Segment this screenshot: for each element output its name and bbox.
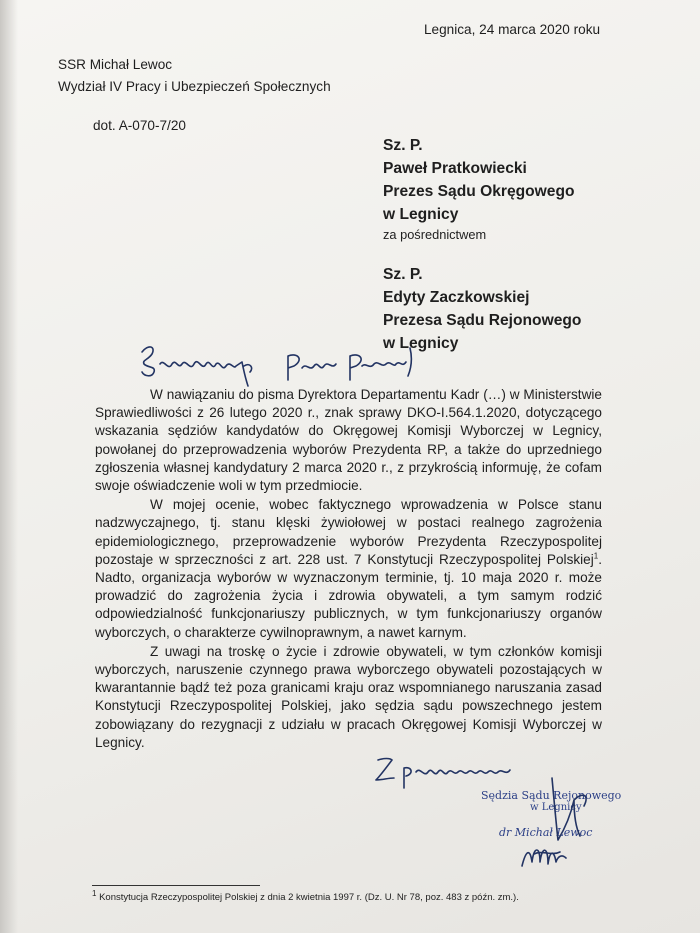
recipient-line: Prezes Sądu Okręgowego (383, 183, 575, 200)
footnote-text: Konstytucja Rzeczypospolitej Polskiej z dnia 2 kwietnia 1997 r. (Dz. U. Nr 78, poz. 483 z późn. zm.). (96, 892, 519, 903)
body-text: . Nadto, organizacja wyborów w wyznaczonym terminie, tj. 10 maja 2020 r. może prowadzić do zagrożenia życia i zdrowia obywateli, a tym samym rodzić odpowiedzialność funkcjonariuszy publicznych, w tym funkcjonariuszy organów wyborczych, o charakterze cywilnoprawnym, a nawet karnym. (95, 551, 602, 640)
intermediary-line: Sz. P. (383, 266, 423, 283)
recipient-address (383, 134, 575, 226)
footnote (92, 888, 519, 903)
stamp-line: Sędzia Sądu Rejonowego (481, 789, 622, 802)
body-paragraph: Z uwagi na troskę o życie i zdrowie obywateli, w tym członków komisji wyborczych, naruszenie czynnego prawa wyborczego obywateli pozostających w kwarantannie bądź też poza granicami kraju oraz wspomnianego naruszania zasad Konstytucji Rzeczypospolitej Polskiej, jako sędzia sądu powszechnego jestem zobowiązany do rezygnacji z udziału w pracach Okręgowej Komisji Wyborczej w Legnicy. (95, 643, 602, 750)
handwritten-salutation (138, 342, 418, 390)
letter-body (95, 386, 602, 753)
body-paragraph: W nawiązaniu do pisma Dyrektora Departamentu Kadr (…) w Ministerstwie Sprawiedliwości z 26 lutego 2020 r., znak sprawy DKO-I.564.1.2020, dotyczącego wskazania sędziów kandydatów do Okręgowej Komisji Wyborczej w Legnicy, powołanej do przeprowadzenia wyborów Prezydenta RP, a także do uprzedniego zgłoszenia własnej kandydatury 2 marca 2020 r., z przykrością informuję, że cofam swoje oświadczenie woli w tym przedmiocie. (95, 387, 602, 494)
reference-number: dot. A-070-7/20 (93, 118, 186, 133)
footnote-number: 1 (92, 888, 97, 898)
place-date: Legnica, 24 marca 2020 roku (424, 22, 601, 37)
sender-name: SSR Michał Lewoc (58, 57, 173, 72)
intermediary-line: Prezesa Sądu Rejonowego (383, 312, 582, 329)
recipient-line: w Legnicy (383, 206, 459, 223)
recipient-line: Sz. P. (383, 137, 423, 154)
intermediary-line: Edyty Zaczkowskiej (383, 289, 530, 306)
sender-department: Wydział IV Pracy i Ubezpieczeń Społecznych (58, 79, 331, 94)
footnote-divider (92, 885, 260, 886)
handwritten-closing (372, 754, 522, 790)
stamp-line: w Legnicy (530, 802, 582, 813)
body-paragraph (95, 496, 602, 642)
body-text: W mojej ocenie, wobec faktycznego wprowadzenia w Polsce stanu nadzwyczajnego, tj. stanu klęski żywiołowej w postaci realnego zagrożenia epidemiologicznego, przeprowadzenie wyborów Prezydenta Rzeczypospolitej pozostaje w sprzeczności z art. 228 ust. 7 Konstytucji Rzeczypospolitej Polskiej (95, 497, 602, 567)
via-label: za pośrednictwem (383, 227, 487, 242)
footnote-marker: 1 (593, 551, 599, 561)
recipient-line: Paweł Pratkowiecki (383, 160, 527, 177)
intermediary-line: w Legnicy (383, 335, 459, 352)
signature (512, 770, 602, 880)
stamp-line: dr Michał Lewoc (499, 826, 593, 839)
